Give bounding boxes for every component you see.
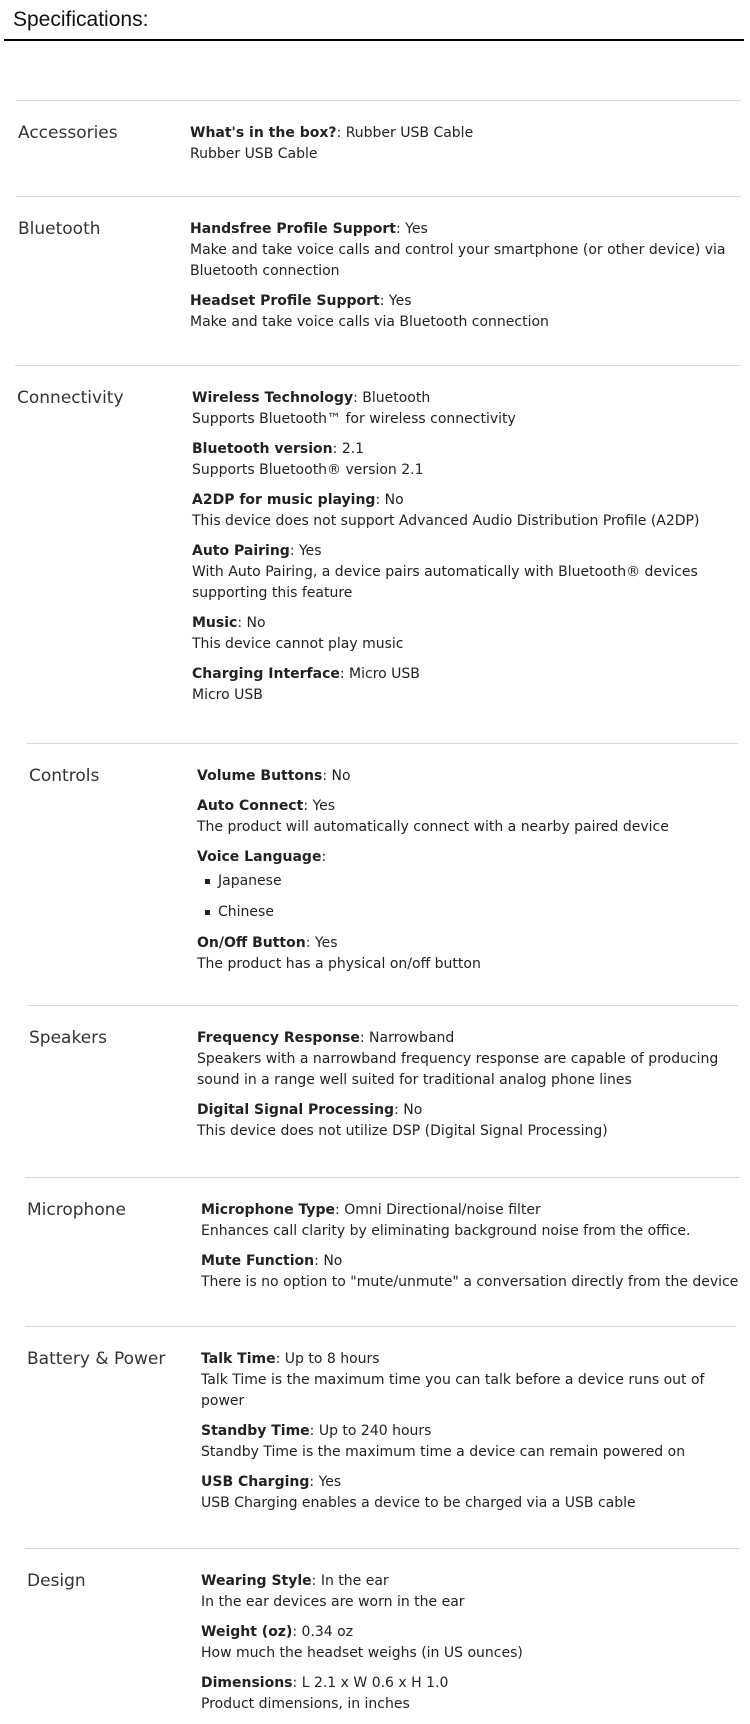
spec-value: Yes <box>314 935 338 951</box>
spec-value: Yes <box>388 293 412 309</box>
spec-line: Dimensions: L 2.1 x W 0.6 x H 1.0 <box>201 1675 449 1691</box>
spec-line: Headset Profile Support: Yes <box>190 293 412 309</box>
spec-description: Micro USB <box>192 687 263 703</box>
spec-name: Handsfree Profile Support <box>190 221 396 237</box>
spec-items <box>190 123 735 174</box>
spec-description: How much the headset weighs (in US ounces) <box>201 1645 523 1661</box>
page-title: Specifications: <box>13 8 149 31</box>
spec-line: Voice Language: <box>197 849 327 865</box>
spec-value: Up to 240 hours <box>318 1423 432 1439</box>
spec-item-charging-interface <box>192 664 737 706</box>
spec-name: Bluetooth version <box>192 441 333 457</box>
spec-name: Digital Signal Processing <box>197 1102 395 1118</box>
spec-value: No <box>331 768 351 784</box>
spec-item-on-off-button <box>197 933 737 975</box>
spec-name: A2DP for music playing <box>192 492 376 508</box>
spec-item-bluetooth-version <box>192 439 737 481</box>
spec-value: No <box>403 1102 423 1118</box>
spec-description: This device does not support Advanced Audio Distribution Profile (A2DP) <box>192 513 700 529</box>
section-title: Accessories <box>18 123 118 143</box>
spec-name: Music <box>192 615 238 631</box>
section-title: Battery & Power <box>27 1349 166 1369</box>
spec-description: This device does not utilize DSP (Digital Signal Processing) <box>197 1123 608 1139</box>
spec-name: Mute Function <box>201 1253 315 1269</box>
spec-line: Digital Signal Processing: No <box>197 1102 423 1118</box>
spec-value: Rubber USB Cable <box>345 125 474 141</box>
spec-line: What's in the box?: Rubber USB Cable <box>190 125 474 141</box>
spec-item-dimensions <box>201 1673 736 1715</box>
spec-description: Make and take voice calls and control your smartphone (or other device) via Bluetooth connection <box>190 242 726 279</box>
spec-section-controls <box>27 743 738 972</box>
spec-value: Yes <box>298 543 322 559</box>
spec-items <box>192 388 737 715</box>
spec-item-mute-function <box>201 1251 741 1293</box>
spec-items <box>201 1200 741 1302</box>
spec-description: There is no option to "mute/unmute" a conversation directly from the device <box>201 1274 739 1290</box>
spec-description: Supports Bluetooth™ for wireless connectivity <box>192 411 516 427</box>
spec-item-headset-profile-support <box>190 291 735 333</box>
spec-name: Dimensions <box>201 1675 293 1691</box>
section-title: Connectivity <box>17 388 124 408</box>
list-item: Japanese <box>205 871 737 892</box>
spec-item-weight-oz <box>201 1622 736 1664</box>
spec-value: Omni Directional/noise filter <box>344 1202 541 1218</box>
spec-item-talk-time <box>201 1349 736 1412</box>
spec-line: Wearing Style: In the ear <box>201 1573 389 1589</box>
spec-line: Auto Connect: Yes <box>197 798 336 814</box>
spec-description: Standby Time is the maximum time a device can remain powered on <box>201 1444 686 1460</box>
spec-name: Weight (oz) <box>201 1624 293 1640</box>
spec-items <box>190 219 735 342</box>
spec-line: Standby Time: Up to 240 hours <box>201 1423 432 1439</box>
spec-description: This device cannot play music <box>192 636 404 652</box>
spec-value: L 2.1 x W 0.6 x H 1.0 <box>301 1675 449 1691</box>
spec-line: USB Charging: Yes <box>201 1474 342 1490</box>
spec-item-music <box>192 613 737 655</box>
spec-section-bluetooth <box>16 196 741 330</box>
spec-value: Bluetooth <box>362 390 431 406</box>
section-title: Design <box>27 1571 86 1591</box>
spec-line: Charging Interface: Micro USB <box>192 666 420 682</box>
spec-line: Frequency Response: Narrowband <box>197 1030 455 1046</box>
spec-value: Yes <box>312 798 336 814</box>
spec-description: Speakers with a narrowband frequency response are capable of producing sound in a range well suited for traditional analog phone lines <box>197 1051 719 1088</box>
spec-value: No <box>246 615 266 631</box>
spec-items <box>197 1028 737 1151</box>
spec-description: In the ear devices are worn in the ear <box>201 1594 465 1610</box>
spec-line: Mute Function: No <box>201 1253 343 1269</box>
spec-name: Headset Profile Support <box>190 293 380 309</box>
page-header <box>4 0 744 41</box>
spec-description: Enhances call clarity by eliminating background noise from the office. <box>201 1223 691 1239</box>
spec-section-connectivity <box>15 365 741 703</box>
spec-item-volume-buttons <box>197 766 737 787</box>
section-title: Controls <box>29 766 100 786</box>
spec-value: Up to 8 hours <box>284 1351 380 1367</box>
spec-name: Standby Time <box>201 1423 310 1439</box>
spec-line: Microphone Type: Omni Directional/noise filter <box>201 1202 541 1218</box>
spec-value: Micro USB <box>349 666 420 682</box>
spec-value: 0.34 oz <box>301 1624 354 1640</box>
spec-value: In the ear <box>320 1573 389 1589</box>
spec-item-frequency-response <box>197 1028 737 1091</box>
spec-description: Supports Bluetooth® version 2.1 <box>192 462 424 478</box>
spec-items <box>197 766 737 984</box>
spec-line: Wireless Technology: Bluetooth <box>192 390 431 406</box>
spec-item-what-s-in-the-box <box>190 123 735 165</box>
spec-description: Make and take voice calls via Bluetooth connection <box>190 314 549 330</box>
spec-value: Yes <box>318 1474 342 1490</box>
spec-item-voice-language <box>197 847 737 923</box>
spec-section-microphone <box>25 1177 740 1290</box>
spec-description: Rubber USB Cable <box>190 146 318 162</box>
spec-description: USB Charging enables a device to be charged via a USB cable <box>201 1495 636 1511</box>
spec-name: Volume Buttons <box>197 768 323 784</box>
spec-line: Music: No <box>192 615 266 631</box>
spec-item-digital-signal-processing <box>197 1100 737 1142</box>
spec-value: No <box>384 492 404 508</box>
section-title: Microphone <box>27 1200 126 1220</box>
spec-line: On/Off Button: Yes <box>197 935 338 951</box>
spec-description: The product will automatically connect with a nearby paired device <box>197 819 669 835</box>
spec-section-speakers <box>27 1005 738 1139</box>
spec-name: USB Charging <box>201 1474 310 1490</box>
spec-description: With Auto Pairing, a device pairs automatically with Bluetooth® devices supporting this feature <box>192 564 698 601</box>
spec-item-wireless-technology <box>192 388 737 430</box>
spec-value: Narrowband <box>369 1030 455 1046</box>
spec-line: Handsfree Profile Support: Yes <box>190 221 428 237</box>
spec-name: On/Off Button <box>197 935 306 951</box>
list-item: Chinese <box>205 902 737 923</box>
spec-item-microphone-type <box>201 1200 741 1242</box>
spec-value: No <box>323 1253 343 1269</box>
spec-items <box>201 1349 736 1523</box>
spec-line: Volume Buttons: No <box>197 768 351 784</box>
spec-name: Charging Interface <box>192 666 340 682</box>
section-title: Speakers <box>29 1028 108 1048</box>
spec-name: Wireless Technology <box>192 390 354 406</box>
spec-line: A2DP for music playing: No <box>192 492 404 508</box>
spec-description: Product dimensions, in inches <box>201 1696 410 1712</box>
spec-items <box>201 1571 736 1724</box>
spec-line: Weight (oz): 0.34 oz <box>201 1624 354 1640</box>
spec-item-handsfree-profile-support <box>190 219 735 282</box>
spec-item-auto-connect <box>197 796 737 838</box>
spec-name: Microphone Type <box>201 1202 336 1218</box>
spec-section-battery-power <box>25 1326 736 1511</box>
spec-item-wearing-style <box>201 1571 736 1613</box>
spec-item-a2dp-for-music-playing <box>192 490 737 532</box>
spec-line: Bluetooth version: 2.1 <box>192 441 365 457</box>
spec-value: Yes <box>405 221 428 237</box>
spec-name: Talk Time <box>201 1351 276 1367</box>
spec-item-auto-pairing <box>192 541 737 604</box>
spec-value-list <box>197 871 737 923</box>
spec-value: 2.1 <box>341 441 365 457</box>
spec-name: Auto Connect <box>197 798 304 814</box>
spec-description: The product has a physical on/off button <box>197 956 481 972</box>
spec-section-design <box>25 1548 740 1712</box>
spec-item-standby-time <box>201 1421 736 1463</box>
spec-name: What's in the box? <box>190 125 337 141</box>
spec-name: Voice Language <box>197 849 322 865</box>
spec-item-usb-charging <box>201 1472 736 1514</box>
spec-description: Talk Time is the maximum time you can talk before a device runs out of power <box>201 1372 705 1409</box>
spec-name: Frequency Response <box>197 1030 360 1046</box>
spec-line: Talk Time: Up to 8 hours <box>201 1351 380 1367</box>
spec-name: Wearing Style <box>201 1573 312 1589</box>
spec-line: Auto Pairing: Yes <box>192 543 322 559</box>
spec-name: Auto Pairing <box>192 543 290 559</box>
section-title: Bluetooth <box>18 219 101 239</box>
spec-section-accessories <box>16 100 741 162</box>
